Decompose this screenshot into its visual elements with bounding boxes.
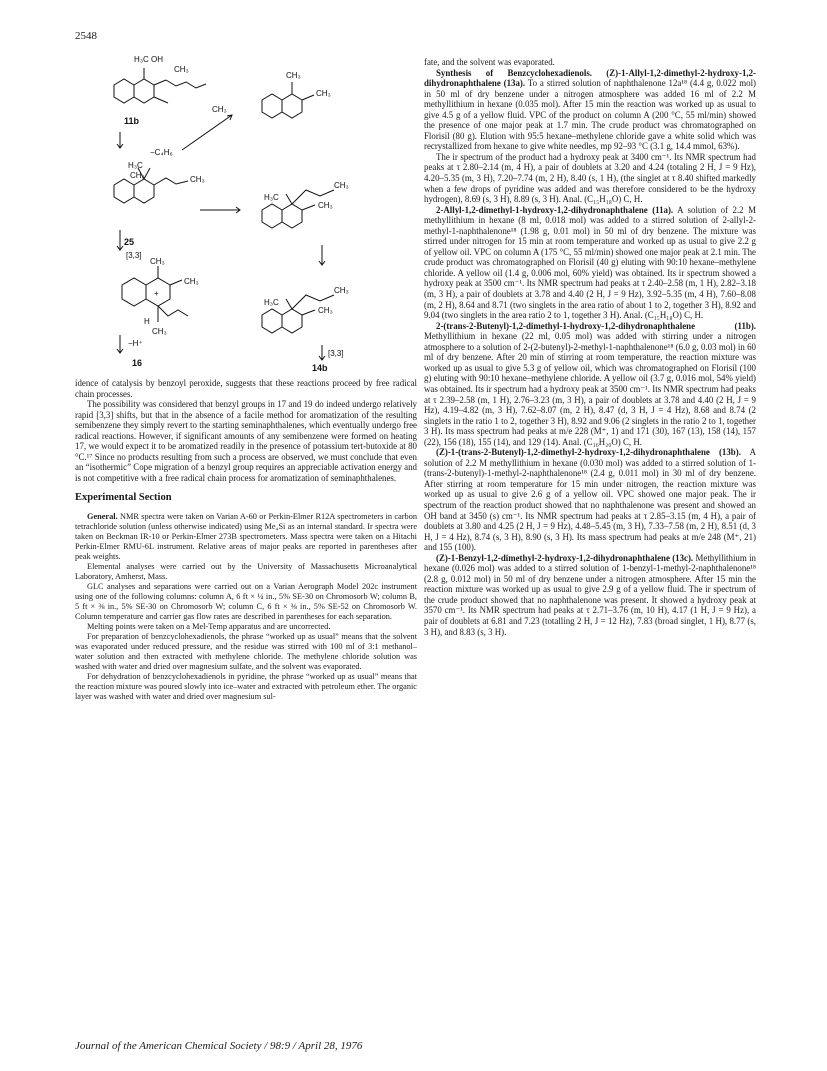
text-11a: A solution of 2.2 M methyllithium in hexane (8 ml, 0.018 mol) was added to a stirred solution of 2-allyl-2-methyl-1-naphthalenone¹⁸ (1.98 g, 0.01 mol) in 50 ml of dry benzene. The mixture was stirred under nitrogen for 15 min at room temperature and worked up as usual to give 2.2 g of yellow oil. VPC on column A (175 °C, 55 ml/min) showed one major peak at 2.1 min. The crude product was chromatographed on Florisil (40 g) eluting with 90:10 hexane–methylene chloride. A yellow oil (1.4 g, 0.006 mol, 60% yield) was obtained. Its ir spectrum showed a hydroxy peak at 3500 cm⁻¹. Its NMR spectrum had peaks at τ 2.40–2.58 (m, 1 H), 2.82–3.18 (m, 3 H), a pair of doublets at 3.78 and 4.40 (2 H, J = 9 Hz), 3.92–5.35 (m, 4 H), 7.60–8.08 (m, 2 H), 8.64 and 8.71 (two singlets in the area ratio of about 1 to 2, together 3 H), 8.92 and 9.04 (two singlets in the area ratio 2 to 1, together 3 H). Anal. (C₁₅H₁₈O) C, H. — [424, 204, 756, 321]
label-minus-c4h6: −C₄H₆ — [150, 148, 173, 157]
label-h3c-b: H₃C — [264, 193, 279, 202]
paragraph-13b — [424, 447, 756, 552]
paragraph-glc: GLC analyses and separations were carried out on a Varian Aerograph Model 202c instrument using one of the following columns: column A, 6 ft × ¼ in., 5% SE-30 on Chromosorb W; column B, 5 ft × ⅜ in., 5% SE-30 on Chromosorb W; column C, 6 ft × ⅜ in., 5% SE-52 on Chromosorb W. Column temperature and carrier gas flow rates are described in parentheses for each separation. — [75, 582, 417, 622]
paragraph-melting: Melting points were taken on a Mel-Temp apparatus and are uncorrected. — [87, 622, 331, 632]
text-13b: A solution of 2.2 M methyllithium in hexane (0.030 mol) was added to a stirred solution of 1-(trans-2-butenyl)-1-methyl-2-naphthalenone¹⁸ (2.4 g, 0.011 mol) in 30 ml of dry benzene. After stirring at room temperature for 15 min under nitrogen, the reaction mixture was worked up as usual to give 2.6 g of a yellow oil. VPC showed one major peak. The ir spectrum of the reaction product showed that no naphthalenone was present and showed an OH band at 3450 (s) cm⁻¹. Its NMR spectrum had peaks at τ 2.85–3.15 (m, 4 H), a pair of doublets at 3.80 and 4.25 (2 H, J = 9 Hz), 4.48–5.45 (m, 3 H), 7.33–7.58 (m, 2 H), 8.51 (d, 3 H, J = 4 Hz), 8.74 (s, 3 H), 8.90 (s, 3 H). Its mass spectrum had peaks at m/e 248 (M⁺, 21) and 155 (100). — [424, 447, 756, 553]
experimental-general — [75, 512, 417, 702]
paragraph-13c — [424, 553, 756, 637]
text-13c: Methyllithium in hexane (0.026 mol) was added to a stirred solution of 1-benzyl-1-methyl-2-naphthalenone¹⁸ (2.8 g, 0.012 mol) in 50 ml of dry benzene under a nitrogen atmosphere. After 15 min the reaction mixture was worked up as usual to give 2.9 g of a yellow fluid. The ir spectrum of the crude product showed that no naphthalenone was present. It showed a hydroxy peak at 3570 cm⁻¹. Its NMR spectrum had peaks at τ 2.71–3.76 (m, 10 H), 4.17 (1 H, J = 9 Hz), a pair of doublets at 6.81 and 7.23 (totalling 2 H, J = 12 Hz), 7.83 (broad singlet, 1 H), 8.77 (s, 3 H), and 8.83 (s, 3 H). — [424, 552, 756, 637]
label-ch3-i: CH₃ — [150, 257, 165, 266]
paragraph-synthesis — [424, 68, 756, 152]
heading-11a: 2-Allyl-1,2-dimethyl-1-hydroxy-1,2-dihydronaphthalene (11a). — [436, 204, 674, 215]
right-column — [424, 57, 756, 637]
label-ch3-j: CH₃ — [184, 277, 199, 286]
label-ch3-g: CH₃ — [334, 181, 349, 190]
synthesis-heading: Synthesis of Benzcyclohexadienols. (Z)-1-Allyl-1,2-dimethyl-2-hydroxy-1,2-dihydronaphthalene (13a). — [424, 67, 756, 89]
reaction-scheme — [72, 40, 417, 375]
paragraph-catalysis: idence of catalysis by benzoyl peroxide, suggests that these reactions proceed by free radical chain processes. — [75, 378, 417, 399]
label-h3c-oh: H₃C OH — [134, 55, 164, 64]
text-11b: Methyllithium in hexane (22 ml, 0.05 mol) was added with stirring under a nitrogen atmosphere to a solution of 2-(2-butenyl)-2-methyl-1-naphthalenone¹⁸ (6.0 g, 0.03 mol) in 60 ml of dry benzene. After 20 min of stirring at room temperature, the reaction mixture was worked up as usual to give 5.3 g of yellow oil, which was chromatographed on Florisil (100 g) eluting with 90:10 hexane–methylene chloride. A yellow oil (3.7 g, 0.016 mol, 54% yield) was obtained. Its ir spectrum had a hydroxy peak at 3500 cm⁻¹. Its NMR spectrum had peaks at τ 2.39–2.58 (m, 1 H), 2.76–3.23 (m, 3 H), a pair of doublets at 3.78 and 4.40 (2 H, J = 9 Hz), 4.19–4.82 (m, 3 H), 7.62–8.07 (m, 2 H), 8.47 (d, 3 H, J = 4 Hz), 8.68 and 8.74 (2 singlets in the ratio 1 to 2, together 3 H), 8.92 and 9.06 (2 singlets in the ratio 2 to 1, together 3 H). Its mass spectrum had peaks at m/e 228 (M⁺, 1) and 171 (30), 167 (13), 158 (14), 157 (22), 156 (18), 155 (14), and 129 (14). Anal. (C₁₆H₂₀O) C, H. — [424, 331, 756, 447]
section-title: Experimental Section — [75, 492, 172, 504]
paragraph-benzyl-shifts: The possibility was considered that benzyl groups in 17 and 19 do indeed undergo relatively rapid [3,3] shifts, but that in the absence of a facile method for aromatization of the resulting semibenzene they simply revert to the starting seminaphthalenes, which eventually undergo free radical reactions. However, if significant amounts of any semibenzene were formed on heating 17, we would expect it to be aromatized readily in the presence of potassium tert-butoxide at 80 °C.¹⁷ Since no products resulting from such a process are observed, we must conclude that even an “isothermic” Cope migration of a benzyl group requires an appreciable activation energy and is not competitive with a free radical chain process for aromatization of seminaphthalenes. — [75, 399, 417, 483]
compound-label-16: 16 — [132, 358, 143, 368]
paragraph-elemental: Elemental analyses were carried out by the University of Massachusetts Microanalytical Laboratory, Amherst, Mass. — [75, 562, 417, 582]
structure-11b — [114, 68, 206, 103]
heading-13c: (Z)-1-Benzyl-1,2-dimethyl-2-hydroxy-1,2-dihydronaphthalene (13c). — [436, 552, 694, 563]
page-number: 2548 — [75, 30, 97, 42]
label-ch3-a: CH₃ — [174, 65, 189, 74]
label-ch3-d: CH₃ — [316, 89, 331, 98]
paragraph-fate: fate, and the solvent was evaporated. — [424, 57, 555, 67]
label-ch3-m: CH₃ — [318, 306, 333, 315]
structure-25 — [114, 168, 188, 203]
label-minus-h: −H⁺ — [128, 339, 143, 348]
paragraph-general — [75, 512, 417, 562]
paragraph-prep: For preparation of benzcyclohexadienols, the phrase “worked up as usual” means that the solvent was evaporated under reduced pressure, and the residue was stirred with 100 ml of 3:1 methanol–water solution and then extracted with methylene chloride. The methylene chloride solution was washed with water and dried over magnesium sulfate, and the solvent was evaporated. — [75, 632, 417, 672]
general-heading: General. — [87, 512, 118, 522]
label-h: H — [144, 317, 150, 326]
paragraph-11b — [424, 321, 756, 448]
label-ch3-b: CH₃ — [212, 105, 227, 114]
compound-label-11b: 11b — [124, 116, 140, 126]
label-shift-33-b: [3,3] — [328, 349, 344, 358]
paragraph-11a — [424, 205, 756, 321]
paragraph-ir-13a: The ir spectrum of the product had a hydroxy peak at 3400 cm⁻¹. Its NMR spectrum had peaks at τ 2.80–2.14 (m, 4 H), a pair of doublets at 3.20 and 4.24 (totaling 2 H, J = 9 Hz), 4.20–5.35 (m, 3 H), 7.20–7.74 (m, 2 H), 8.40 (s, 1 H), (the singlet at τ 8.40 shifted markedly when a few drops of pyridine was added and was therefore considered to be the hydroxy hydrogen), 8.69 (s, 3 H), 8.89 (s, 3 H). Anal. (C₁₅H₁₈O) C, H. — [424, 151, 756, 205]
label-plus: + — [154, 289, 159, 298]
heading-13b: (Z)-1-(trans-2-Butenyl)-1,2-dimethyl-2-hydroxy-1,2-dihydronaphthalene (13b). — [436, 447, 741, 458]
label-ch3-c: CH₃ — [286, 71, 301, 80]
label-ch3-e: CH₃ — [130, 171, 145, 180]
label-ch3-f: CH₃ — [190, 175, 205, 184]
paragraph-dehydration: For dehydration of benzcyclohexadienols in pyridine, the phrase “worked up as usual” means that the reaction mixture was poured slowly into ice–water and extracted with petroleum ether. The organic layer was washed with water and dried over magnesium sul- — [75, 672, 417, 702]
general-text: NMR spectra were taken on Varian A-60 or Perkin-Elmer R12A spectrometers in carbon tetrachloride solution (unless otherwise indicated) using Me₄Si as an internal standard. Ir spectra were taken on Beckman IR-10 or Perkin-Elmer 273B spectrometers. Mass spectra were taken on a Hitachi Perkin-Elmer RMU-6L instrument. Relative areas of major peaks are reported in parentheses after peak weights. — [75, 512, 417, 562]
label-ch3-l: CH₃ — [334, 286, 349, 295]
label-ch3-k: CH₃ — [152, 327, 167, 336]
left-column — [75, 378, 417, 702]
compound-label-25: 25 — [124, 237, 135, 247]
label-ch3-h: CH₃ — [318, 201, 333, 210]
label-h3c-c: H₃C — [264, 298, 279, 307]
synthesis-text: To a stirred solution of naphthalenone 12a¹⁸ (4.4 g, 0.022 mol) in 50 ml of dry benzene under a nitrogen atmosphere was added 16 ml of 2.2 M methyllithium in hexane (0.035 mol). After 15 min the reaction was worked up as usual to give 4.5 g of a yellow fluid. VPC of the product on column A (200 °C, 55 ml/min) showed the presence of one major peak at 1.7 min. The crude product was chromatographed on Florisil (80 g). Elution with 95:5 hexane–methylene chloride gave a white solid which was recrystallized from hexane to give white needles, mp 92–93 °C (3.1 g, 14.4 mmol, 63%). — [424, 78, 756, 152]
heading-11b: 2-(trans-2-Butenyl)-1,2-dimethyl-1-hydroxy-1,2-dihydronaphthalene (11b). — [436, 320, 756, 331]
label-shift-33-a: [3,3] — [126, 251, 142, 260]
structure-dimethylnaphthalene — [262, 82, 314, 118]
label-h3c-a: H₃C — [128, 161, 143, 170]
journal-footer: Journal of the American Chemical Society / 98:9 / April 28, 1976 — [75, 1040, 363, 1052]
compound-label-14b: 14b — [312, 363, 328, 373]
